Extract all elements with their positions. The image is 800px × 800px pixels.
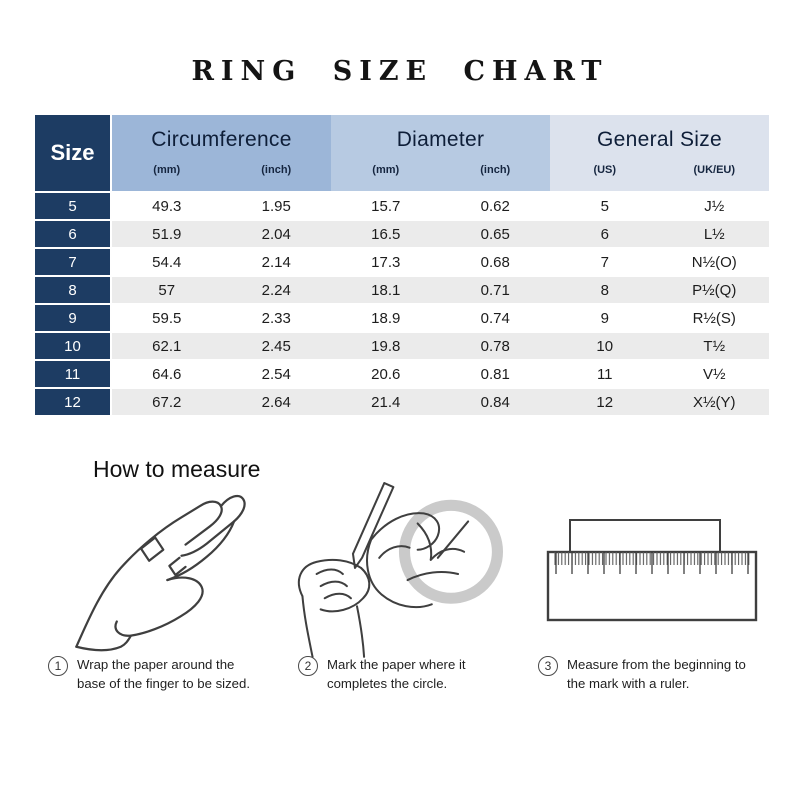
table-cell: 0.68 <box>441 249 551 275</box>
step-number-badge: 3 <box>538 656 558 676</box>
table-cell: 0.65 <box>441 221 551 247</box>
table-cell: 1.95 <box>222 193 332 219</box>
group-label: Circumference <box>151 127 292 151</box>
table-cell: N½(O) <box>660 249 770 275</box>
table-cell: 49.3 <box>112 193 222 219</box>
column-group-general-size <box>550 115 769 191</box>
table-cell: 0.84 <box>441 389 551 415</box>
step-text: Measure from the beginning to the mark with a ruler. <box>567 657 746 691</box>
how-to-measure-heading: How to measure <box>93 456 261 482</box>
table-cell: 2.45 <box>222 333 332 359</box>
size-cell: 11 <box>35 361 110 387</box>
table-cell: 20.6 <box>331 361 441 387</box>
table-cell: 51.9 <box>112 221 222 247</box>
step-number-badge: 1 <box>48 656 68 676</box>
subcolumn-header-us: (US) <box>593 164 617 176</box>
subcolumn-header-inch: (inch) <box>480 164 511 176</box>
table-cell: 0.74 <box>441 305 551 331</box>
step-text: Wrap the paper around the base of the finger to be sized. <box>77 657 251 691</box>
table-cell: 59.5 <box>112 305 222 331</box>
table-cell: 0.71 <box>441 277 551 303</box>
table-cell: 19.8 <box>331 333 441 359</box>
table-cell: 9 <box>550 305 660 331</box>
step-number-badge: 2 <box>298 656 318 676</box>
group-label: Diameter <box>396 127 485 151</box>
table-cell: T½ <box>660 333 770 359</box>
table-cell: X½(Y) <box>660 389 770 415</box>
table-cell: 8 <box>550 277 660 303</box>
subcolumn-header-inch: (inch) <box>261 164 292 176</box>
ring-size-table <box>35 115 769 415</box>
table-cell: 2.64 <box>222 389 332 415</box>
group-label: General Size <box>597 127 722 151</box>
subcolumn-header-ukeu: (UK/EU) <box>693 164 736 176</box>
size-cell: 5 <box>35 193 110 219</box>
page-title: RING SIZE CHART <box>191 56 609 87</box>
table-cell: 62.1 <box>112 333 222 359</box>
table-cell: 2.54 <box>222 361 332 387</box>
table-cell: 7 <box>550 249 660 275</box>
step-text: Mark the paper where it completes the circle. <box>327 657 466 691</box>
table-cell: 5 <box>550 193 660 219</box>
table-cell: 2.14 <box>222 249 332 275</box>
subcolumn-header-mm: (mm) <box>372 164 400 176</box>
table-cell: 67.2 <box>112 389 222 415</box>
table-cell: P½(Q) <box>660 277 770 303</box>
size-cell: 8 <box>35 277 110 303</box>
table-cell: 18.1 <box>331 277 441 303</box>
table-cell: 54.4 <box>112 249 222 275</box>
column-group-circumference <box>112 115 331 191</box>
step-2 <box>298 655 528 693</box>
hand-with-paper-wrap-illustration <box>68 487 296 669</box>
column-header-size: Size <box>35 115 110 191</box>
table-cell: 11 <box>550 361 660 387</box>
table-cell: 2.33 <box>222 305 332 331</box>
table-cell: V½ <box>660 361 770 387</box>
table-cell: 18.9 <box>331 305 441 331</box>
subcolumn-header-mm: (mm) <box>153 164 181 176</box>
table-cell: 17.3 <box>331 249 441 275</box>
paper-strip <box>570 520 720 552</box>
table-cell: 16.5 <box>331 221 441 247</box>
table-cell: J½ <box>660 193 770 219</box>
magnifier-ring <box>404 505 497 598</box>
table-cell: 21.4 <box>331 389 441 415</box>
table-cell: 12 <box>550 389 660 415</box>
size-cell: 9 <box>35 305 110 331</box>
column-group-diameter <box>331 115 550 191</box>
table-cell: 2.04 <box>222 221 332 247</box>
table-cell: L½ <box>660 221 770 247</box>
size-cell: 6 <box>35 221 110 247</box>
table-cell: 64.6 <box>112 361 222 387</box>
table-cell: 15.7 <box>331 193 441 219</box>
table-cell: 0.81 <box>441 361 551 387</box>
size-cell: 12 <box>35 389 110 415</box>
ruler-measuring-illustration <box>540 504 772 644</box>
table-cell: 10 <box>550 333 660 359</box>
size-cell: 7 <box>35 249 110 275</box>
marking-paper-with-pen-illustration <box>286 477 524 671</box>
step-1 <box>48 655 284 693</box>
size-cell: 10 <box>35 333 110 359</box>
table-cell: 0.62 <box>441 193 551 219</box>
table-cell: 2.24 <box>222 277 332 303</box>
table-cell: 6 <box>550 221 660 247</box>
table-cell: R½(S) <box>660 305 770 331</box>
step-3 <box>538 655 782 693</box>
table-cell: 0.78 <box>441 333 551 359</box>
table-cell: 57 <box>112 277 222 303</box>
